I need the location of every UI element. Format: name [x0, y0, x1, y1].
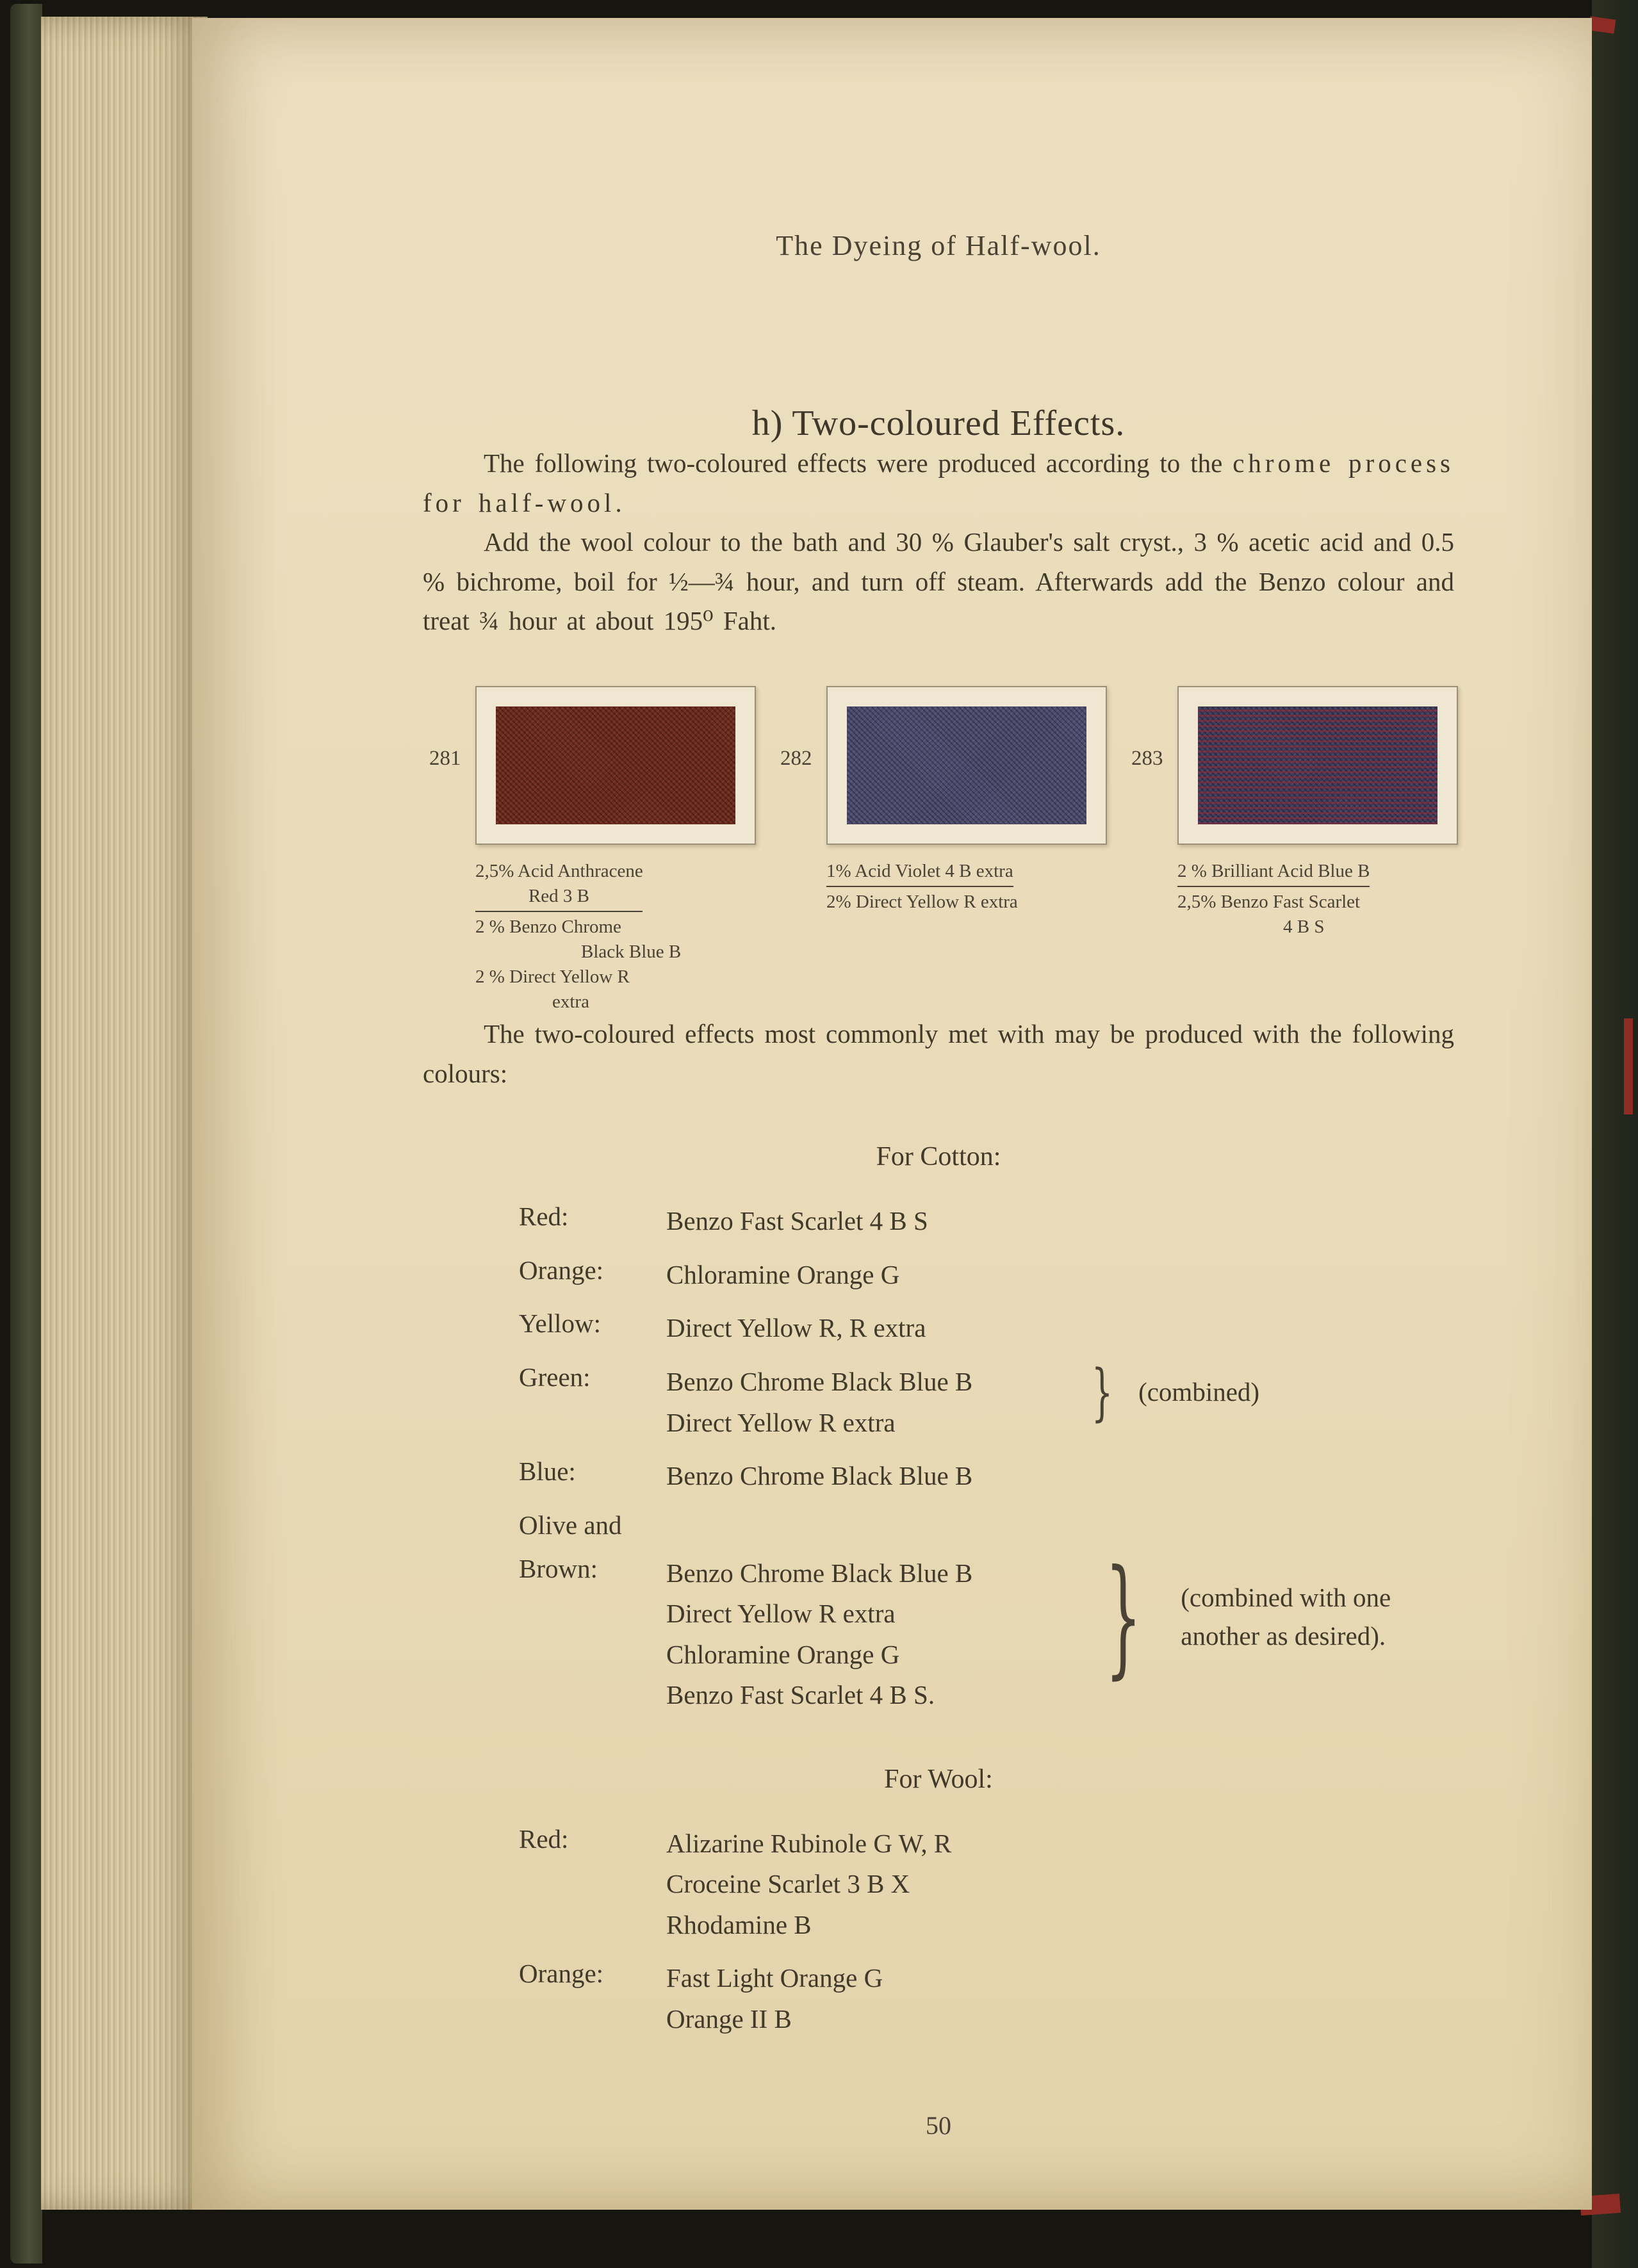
color-row-blue — [519, 1456, 1454, 1497]
fabric-swatch-violet — [847, 706, 1086, 824]
color-label: Red: — [519, 1202, 569, 1232]
paragraph-intro-lead: The following two-coloured effects were produced according to the — [484, 448, 1223, 478]
wool-list — [519, 1823, 1454, 2040]
cotton-heading: For Cotton: — [876, 1142, 1001, 1172]
color-label: Yellow: — [519, 1309, 601, 1339]
book-cover-left-edge — [10, 4, 42, 2264]
color-row-yellow — [519, 1308, 1454, 1349]
color-row-olive — [519, 1510, 1454, 1540]
color-label: Red: — [519, 1823, 569, 1854]
paragraph-process — [423, 523, 1454, 641]
book-page — [192, 18, 1592, 2210]
dye-name: Alizarine Rubinole G W, R — [666, 1828, 952, 1858]
combined-group — [1083, 1542, 1454, 1692]
combined-note: (combined with one another as desired). — [1181, 1583, 1391, 1651]
swatch-column — [826, 686, 1108, 1015]
swatch-figure-281 — [429, 686, 757, 1015]
caption-line: 2 % Direct Yellow R — [475, 967, 630, 988]
page-fore-edge-stack — [41, 17, 208, 2210]
swatch-number: 282 — [780, 746, 812, 770]
fabric-swatch-red — [496, 706, 735, 824]
spine-red-mark-middle — [1624, 1018, 1633, 1114]
color-label: Blue: — [519, 1456, 576, 1487]
swatch-frame — [475, 686, 756, 845]
caption-line: 2 % Benzo Chrome — [475, 916, 621, 937]
paragraph-intro-spaced: chrome process for half-wool. — [423, 448, 1455, 518]
dye-name: Benzo Fast Scarlet 4 B S. — [666, 1680, 935, 1710]
dye-name: Chloramine Orange G — [666, 1259, 900, 1289]
dye-name: Rhodamine B — [666, 1909, 812, 1939]
combined-group — [1083, 1356, 1260, 1428]
color-label: Green: — [519, 1362, 591, 1392]
brace-icon: } — [1091, 1356, 1113, 1428]
swatch-figure-283 — [1131, 686, 1459, 1015]
caption-line: 2,5% Benzo Fast Scarlet — [1177, 891, 1361, 912]
swatch-figure-282 — [780, 686, 1108, 1015]
caption-line: 2,5% Acid Anthracene — [475, 860, 643, 881]
caption-line: Black Blue B — [581, 941, 682, 962]
color-row-wool-orange — [519, 1958, 1454, 2039]
dye-name: Croceine Scarlet 3 B X — [666, 1869, 910, 1899]
swatch-number: 281 — [429, 746, 461, 770]
caption-line: 2 % Brilliant Acid Blue B — [1177, 859, 1370, 887]
color-row-green — [519, 1356, 1454, 1443]
caption-line: extra — [552, 991, 589, 1013]
combined-note: (combined) — [1138, 1377, 1260, 1407]
cotton-list — [519, 1201, 1454, 1715]
color-row-red — [519, 1201, 1454, 1242]
color-row-brown — [519, 1542, 1454, 1716]
swatch-row — [429, 686, 1454, 1015]
dye-name: Benzo Chrome Black Blue B — [666, 1366, 973, 1396]
swatch-column — [1177, 686, 1459, 1015]
wool-heading: For Wool: — [884, 1764, 993, 1794]
dye-name: Direct Yellow R extra — [666, 1599, 896, 1629]
swatch-caption — [475, 859, 764, 1015]
color-label: Brown: — [519, 1553, 598, 1583]
brace-icon: } — [1104, 1542, 1142, 1692]
swatch-frame — [826, 686, 1107, 845]
page-content — [423, 18, 1454, 2141]
running-head: The Dyeing of Half-wool. — [776, 230, 1101, 261]
swatch-caption — [1177, 859, 1466, 940]
dye-name: Benzo Fast Scarlet 4 B S — [666, 1206, 928, 1236]
paragraph-common-effects — [423, 1015, 1454, 1093]
swatch-caption — [826, 859, 1115, 915]
color-row-wool-red — [519, 1823, 1454, 1946]
color-label: Orange: — [519, 1255, 604, 1285]
dye-name: Chloramine Orange G — [666, 1639, 900, 1669]
dye-name: Fast Light Orange G — [666, 1963, 883, 1993]
caption-line: Red 3 B — [475, 884, 643, 912]
dye-name: Orange II B — [666, 2004, 792, 2034]
paragraph-common-effects-text: The two-coloured effects most commonly met with may be produced with the following colours: — [423, 1019, 1454, 1088]
color-label: Orange: — [519, 1959, 604, 1989]
swatch-frame — [1177, 686, 1458, 845]
dye-name: Direct Yellow R, R extra — [666, 1313, 926, 1343]
swatch-column — [475, 686, 757, 1015]
dye-name: Benzo Chrome Black Blue B — [666, 1558, 973, 1588]
page-number: 50 — [926, 2110, 951, 2140]
caption-line: 1% Acid Violet 4 B extra — [826, 859, 1013, 887]
caption-line: 4 B S — [1283, 916, 1325, 937]
paragraph-intro — [423, 444, 1454, 523]
caption-line: 2% Direct Yellow R extra — [826, 891, 1018, 912]
paragraph-process-text: Add the wool colour to the bath and 30 % Glauber's salt cryst., 3 % acetic acid and 0.5 % bichrome, boil for ½—¾ hour, and turn off steam. Afterwards add the Benzo colour and treat ¾ hour at about 195⁰ Faht. — [423, 527, 1454, 635]
color-label: Olive and — [519, 1510, 622, 1540]
dye-name: Direct Yellow R extra — [666, 1407, 896, 1437]
dye-name: Benzo Chrome Black Blue B — [666, 1461, 973, 1491]
section-heading: h) Two-coloured Effects. — [751, 404, 1126, 443]
color-row-orange — [519, 1255, 1454, 1296]
fabric-swatch-blue-scarlet — [1198, 706, 1437, 824]
swatch-number: 283 — [1131, 746, 1163, 770]
book-cover-right-edge — [1592, 0, 1638, 2268]
